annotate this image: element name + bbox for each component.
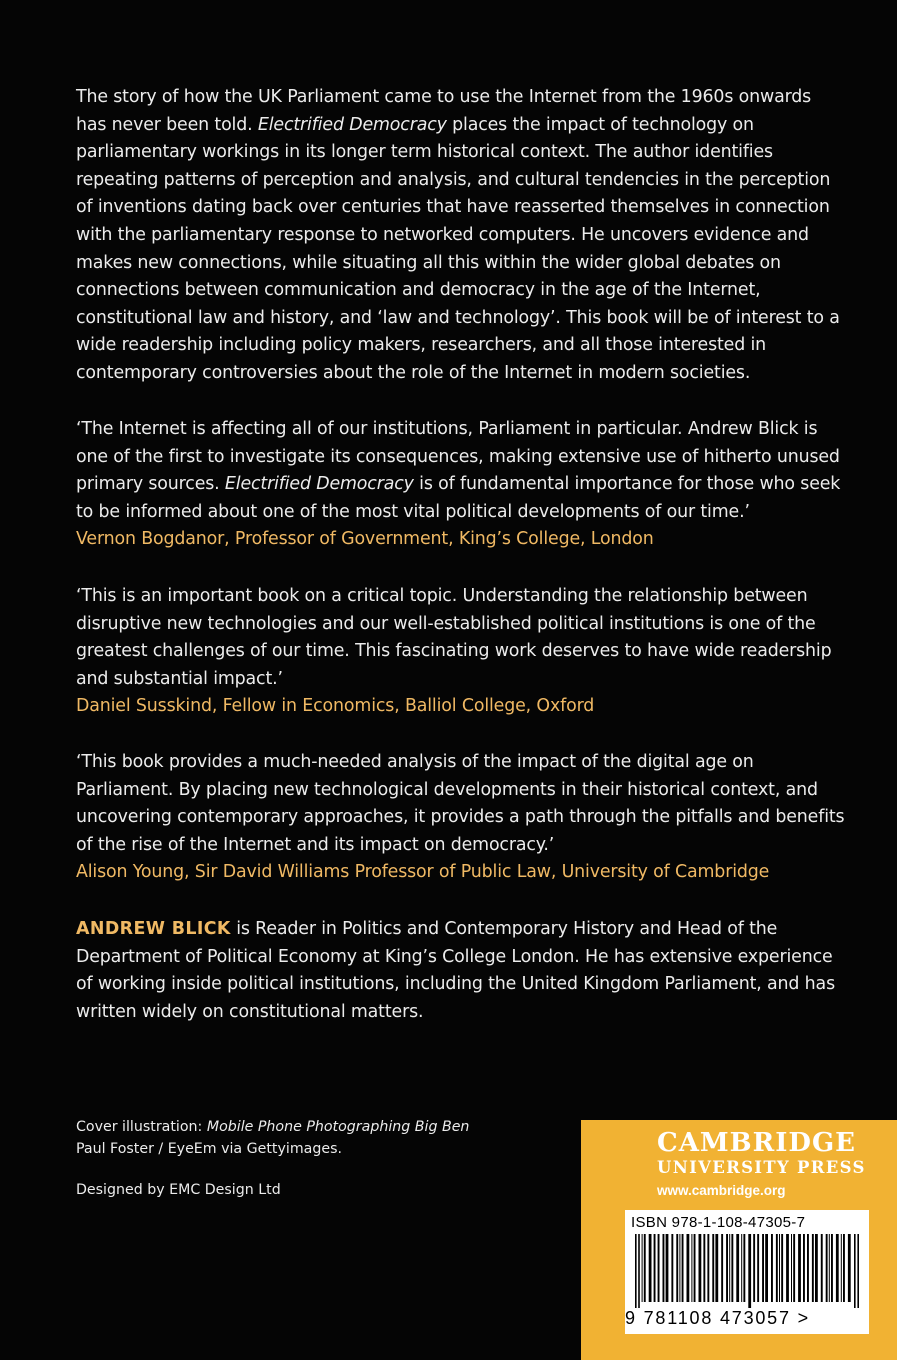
barcode-bar: [815, 1234, 818, 1302]
barcode-bar: [638, 1234, 640, 1308]
barcode-bar: [642, 1234, 643, 1302]
barcode-bar: [635, 1234, 637, 1308]
barcode-bar: [741, 1234, 742, 1302]
barcode-bar: [721, 1234, 723, 1302]
endorsement-attribution: Vernon Bogdanor, Professor of Government, King’s College, London: [76, 529, 654, 550]
barcode-bar: [654, 1234, 656, 1302]
barcode-bar: [703, 1234, 705, 1302]
barcode-bar: [649, 1234, 652, 1302]
endorsement-attribution: Daniel Susskind, Fellow in Economics, Balliol College, Oxford: [76, 696, 595, 717]
barcode-bar: [679, 1234, 680, 1302]
barcode-bar: [826, 1234, 828, 1302]
barcode-bar: [803, 1234, 805, 1302]
cover-label: Cover illustration:: [76, 1119, 203, 1135]
blurb-paragraph: [76, 84, 846, 388]
barcode-bar: [857, 1234, 859, 1308]
barcode-bar: [694, 1234, 696, 1302]
barcode-bar: [699, 1234, 702, 1302]
barcode-bar: [729, 1234, 730, 1302]
publisher-panel: [581, 1120, 897, 1360]
barcode-bar: [831, 1234, 833, 1302]
author-name: ANDREW BLICK: [76, 919, 231, 939]
barcode-bar: [791, 1234, 792, 1302]
barcode-bar: [666, 1234, 669, 1302]
endorsement-2: [76, 583, 846, 721]
barcode-image: [633, 1234, 861, 1308]
barcode-bar: [765, 1234, 768, 1302]
barcode-bar: [682, 1234, 684, 1302]
barcode-bar: [807, 1234, 809, 1302]
barcode-bar: [726, 1234, 728, 1302]
publisher-name: CAMBRIDGE: [657, 1128, 856, 1158]
barcode-bar: [762, 1234, 764, 1302]
book-title: Electrified Democracy: [257, 114, 447, 135]
barcode-bar: [658, 1234, 660, 1302]
photo-credit: Paul Foster / EyeEm via Gettyimages.: [76, 1141, 342, 1157]
barcode-bar: [798, 1234, 801, 1302]
book-title: Electrified Democracy: [224, 474, 414, 495]
endorsement-1: [76, 416, 846, 554]
barcode-bar: [812, 1234, 814, 1302]
publisher-logo: [657, 1128, 866, 1178]
barcode-digits: 9 781108 473057 >: [625, 1308, 810, 1328]
barcode-bar: [779, 1234, 780, 1302]
barcode-bar: [776, 1234, 778, 1302]
endorsement-3: [76, 749, 846, 887]
barcode-bar: [691, 1234, 692, 1302]
barcode-bar: [687, 1234, 690, 1302]
cover-credits: [76, 1116, 536, 1160]
barcode-bar: [663, 1234, 665, 1302]
barcode-bar: [736, 1234, 739, 1302]
barcode-bar: [644, 1234, 646, 1302]
barcode-bar: [676, 1234, 678, 1302]
barcode-bar: [836, 1234, 839, 1302]
barcode-bar: [821, 1234, 823, 1302]
barcode-bar: [781, 1234, 783, 1302]
barcode-bar: [786, 1234, 789, 1302]
barcode-bar: [843, 1234, 845, 1302]
barcode-box: [625, 1210, 869, 1334]
barcode-bar: [757, 1234, 759, 1302]
endorsement-quote: ‘This is an important book on a critical topic. Understanding the relationship between disruptive new technologies and our well-established political institutions is one of the greatest challenges of our time. This fascinating work deserves to have wide readership and substantial impact.’: [76, 586, 832, 689]
author-bio-text: is Reader in Politics and Contemporary History and Head of the Department of Political Economy at King’s College London. He has extensive experience of working inside political institutions, including the United Kingdom Parliament, and has written widely on constitutional matters.: [76, 919, 835, 1022]
barcode-bar: [748, 1234, 751, 1308]
barcode-bar: [841, 1234, 842, 1302]
barcode-bar: [731, 1234, 733, 1302]
barcode-bar: [793, 1234, 795, 1302]
blurb-text-2: places the impact of technology on parliamentary workings in its longer term historical context. The author identifies repeating patterns of perception and analysis, and cultural tendencies in the perception of inventions dating back over centuries that have reasserted themselves in connection with the parliamentary response to networked computers. He uncovers evidence and makes new connections, while situating all this within the wider global debates on connections between communication and democracy in the age of the Internet, constitutional law and history, and ‘law and technology’. This book will be of interest to a wide readership including policy makers, researchers, and all those interested in contemporary controversies about the role of the Internet in modern societies.: [76, 114, 840, 383]
endorsement-quote: ‘This book provides a much-needed analysis of the impact of the digital age on Parliament. By placing new technological developments in their historical context, and uncovering contemporary approaches, it provides a path through the pitfalls and benefits of the rise of the Internet and its impact on democracy.’: [76, 752, 845, 855]
barcode-bar: [712, 1234, 714, 1302]
barcode-bar: [753, 1234, 755, 1302]
barcode-bar: [707, 1234, 709, 1302]
barcode-bar: [854, 1234, 856, 1308]
designer-credit: Designed by EMC Design Ltd: [76, 1182, 281, 1198]
publisher-url: www.cambridge.org: [657, 1183, 786, 1198]
endorsement-quote: ‘The Internet is affecting all of our institutions, Parliament in particular. Andrew Blick is one of the first to investigate its consequences, making extensive use of hitherto unused primary sources. Electrified Democracy is of fundamental importance for those who seek to be informed about one of the most vital political developments of our time.’: [76, 419, 841, 522]
barcode-bar: [829, 1234, 830, 1302]
cover-title: Mobile Phone Photographing Big Ben: [206, 1119, 470, 1135]
barcode-bar: [848, 1234, 851, 1302]
author-bio: [76, 916, 846, 1026]
barcode-bar: [671, 1234, 673, 1302]
barcode-bar: [743, 1234, 745, 1302]
isbn-label: ISBN 978-1-108-47305-7: [631, 1214, 806, 1231]
publisher-subname: UNIVERSITY PRESS: [657, 1158, 866, 1177]
barcode-bar: [715, 1234, 718, 1302]
endorsement-attribution: Alison Young, Sir David Williams Professor of Public Law, University of Cambridge: [76, 862, 770, 883]
barcode-bar: [771, 1234, 773, 1302]
blurb-text-1: The story of how the UK Parliament came to use the Internet from the 1960s onwards has never been told.: [76, 87, 812, 135]
